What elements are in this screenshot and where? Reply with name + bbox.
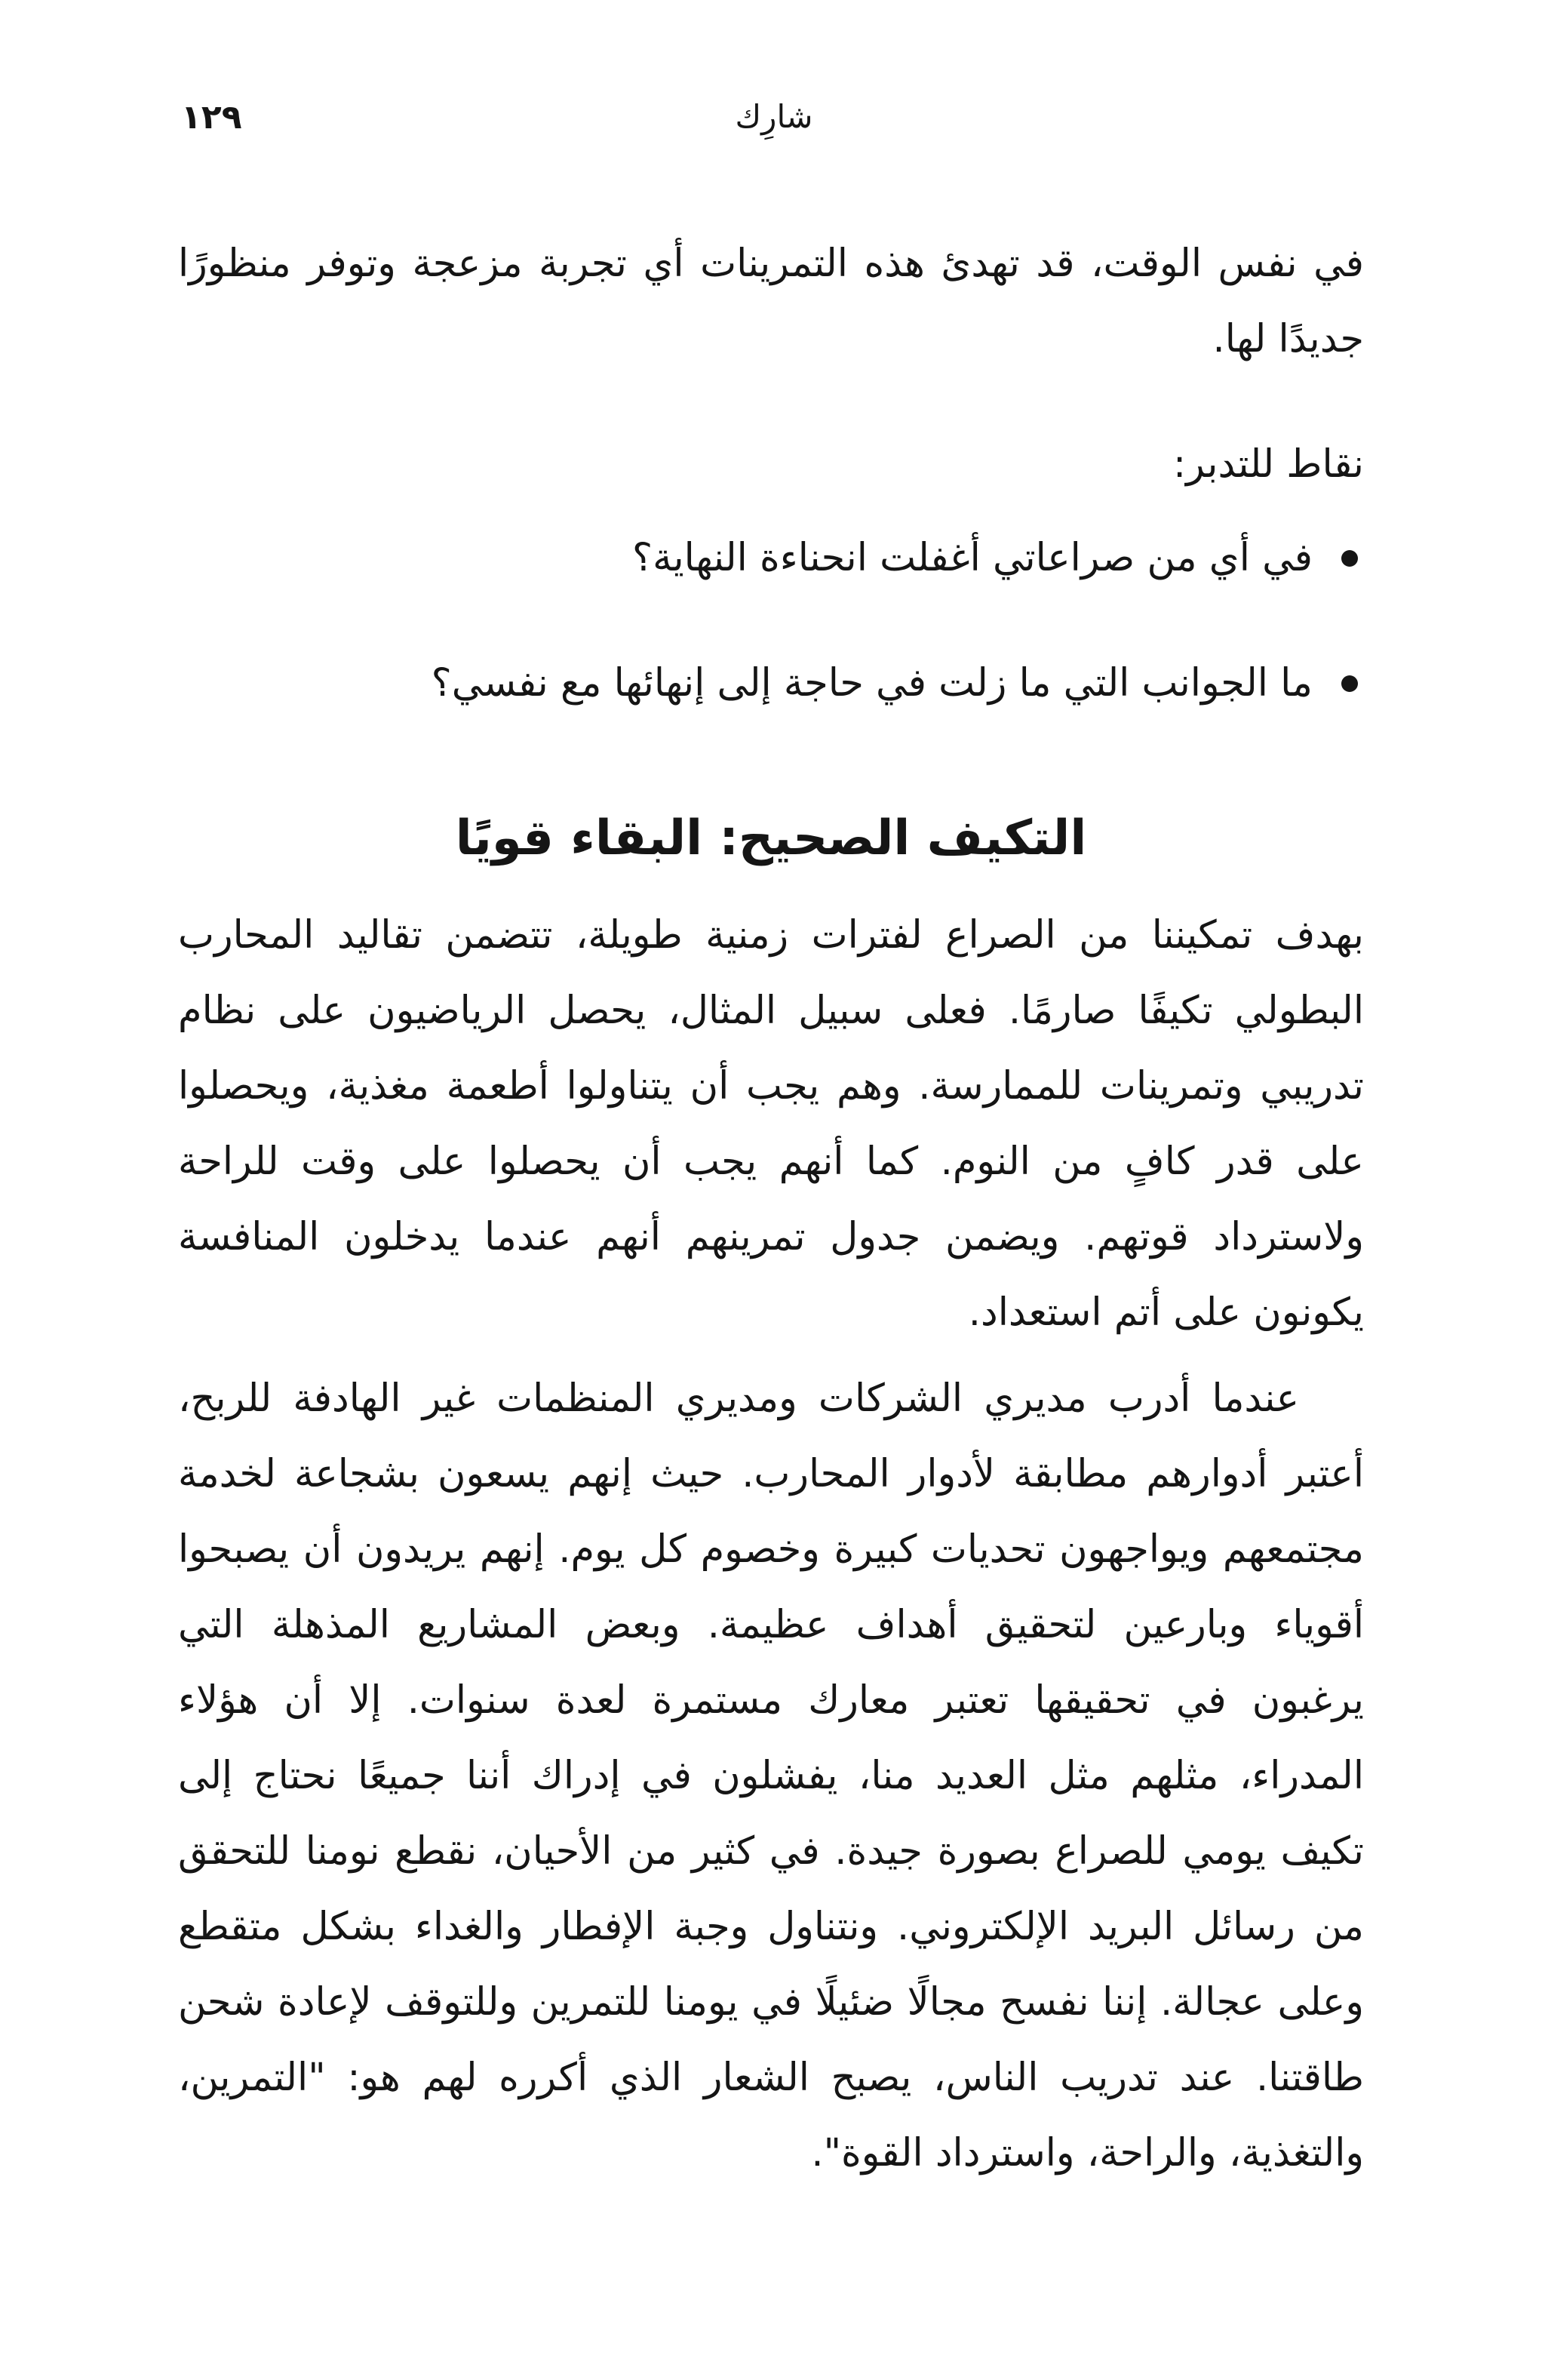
page-number: ١٢٩ <box>181 98 242 137</box>
section-heading: التكيف الصحيح: البقاء قويًا <box>455 810 1087 866</box>
reflection-item-text: ما الجوانب التي ما زلت في حاجة إلى إنهائها مع نفسي؟ <box>431 661 1313 706</box>
reflection-label: نقاط للتدبر: <box>1172 442 1364 487</box>
body-paragraph: عندما أدرب مديري الشركات ومديري المنظمات غير الهادفة للربح، أعتبر أدوارهم مطابقة لأدوار المحارب. حيث إنهم يسعون بشجاعة لخدمة مجتمعهم ويواجهون تحديات كبيرة وخصوم كل يوم. إنهم يريدون أن يصبحوا أقوياء وبارعين لتحقيق أهداف عظيمة. وبعض المشاريع المذهلة التي يرغبون في تحقيقها تعتبر معارك مستمرة لعدة سنوات. إلا أن هؤلاء المدراء، مثلهم مثل العديد منا، يفشلون في إدراك أننا جميعًا نحتاج إلى تكيف يومي للصراع بصورة جيدة. في كثير من الأحيان، نقطع نومنا للتحقق من رسائل البريد الإلكتروني. ونتناول وجبة الإفطار والغداء بشكل متقطع وعلى عجالة. إننا نفسح مجالًا ضئيلًا في يومنا للتمرين وللتوقف لإعادة شحن طاقتنا. عند تدريب الناس، يصبح الشعار الذي أكرره لهم هو: "التمرين، والتغذية، والراحة، واسترداد القوة". <box>178 1376 1364 2176</box>
page-content <box>178 226 1364 2191</box>
reflection-list <box>178 521 1364 721</box>
intro-paragraph: في نفس الوقت، قد تهدئ هذه التمرينات أي تجربة مزعجة وتوفر منظورًا جديدًا لها. <box>178 241 1364 361</box>
running-header <box>181 98 1367 151</box>
body-paragraph: بهدف تمكيننا من الصراع لفترات زمنية طويلة، تتضمن تقاليد المحارب البطولي تكيفًا صارمًا. فعلى سبيل المثال، يحصل الرياضيون على نظام تدريبي وتمرينات للممارسة. وهم يجب أن يتناولوا أطعمة مغذية، ويحصلوا على قدر كافٍ من النوم. كما أنهم يجب أن يحصلوا على وقت للراحة ولاسترداد قوتهم. ويضمن جدول تمرينهم أنهم عندما يدخلون المنافسة يكونون على أتم استعداد. <box>178 913 1364 1335</box>
reflection-item <box>178 521 1364 596</box>
reflection-item <box>178 646 1364 721</box>
bullet-icon <box>1341 675 1358 692</box>
running-header-title: شارِك <box>735 98 813 135</box>
reflection-item-text: في أي من صراعاتي أغفلت انحناءة النهاية؟ <box>632 536 1313 580</box>
bullet-icon <box>1341 550 1358 567</box>
